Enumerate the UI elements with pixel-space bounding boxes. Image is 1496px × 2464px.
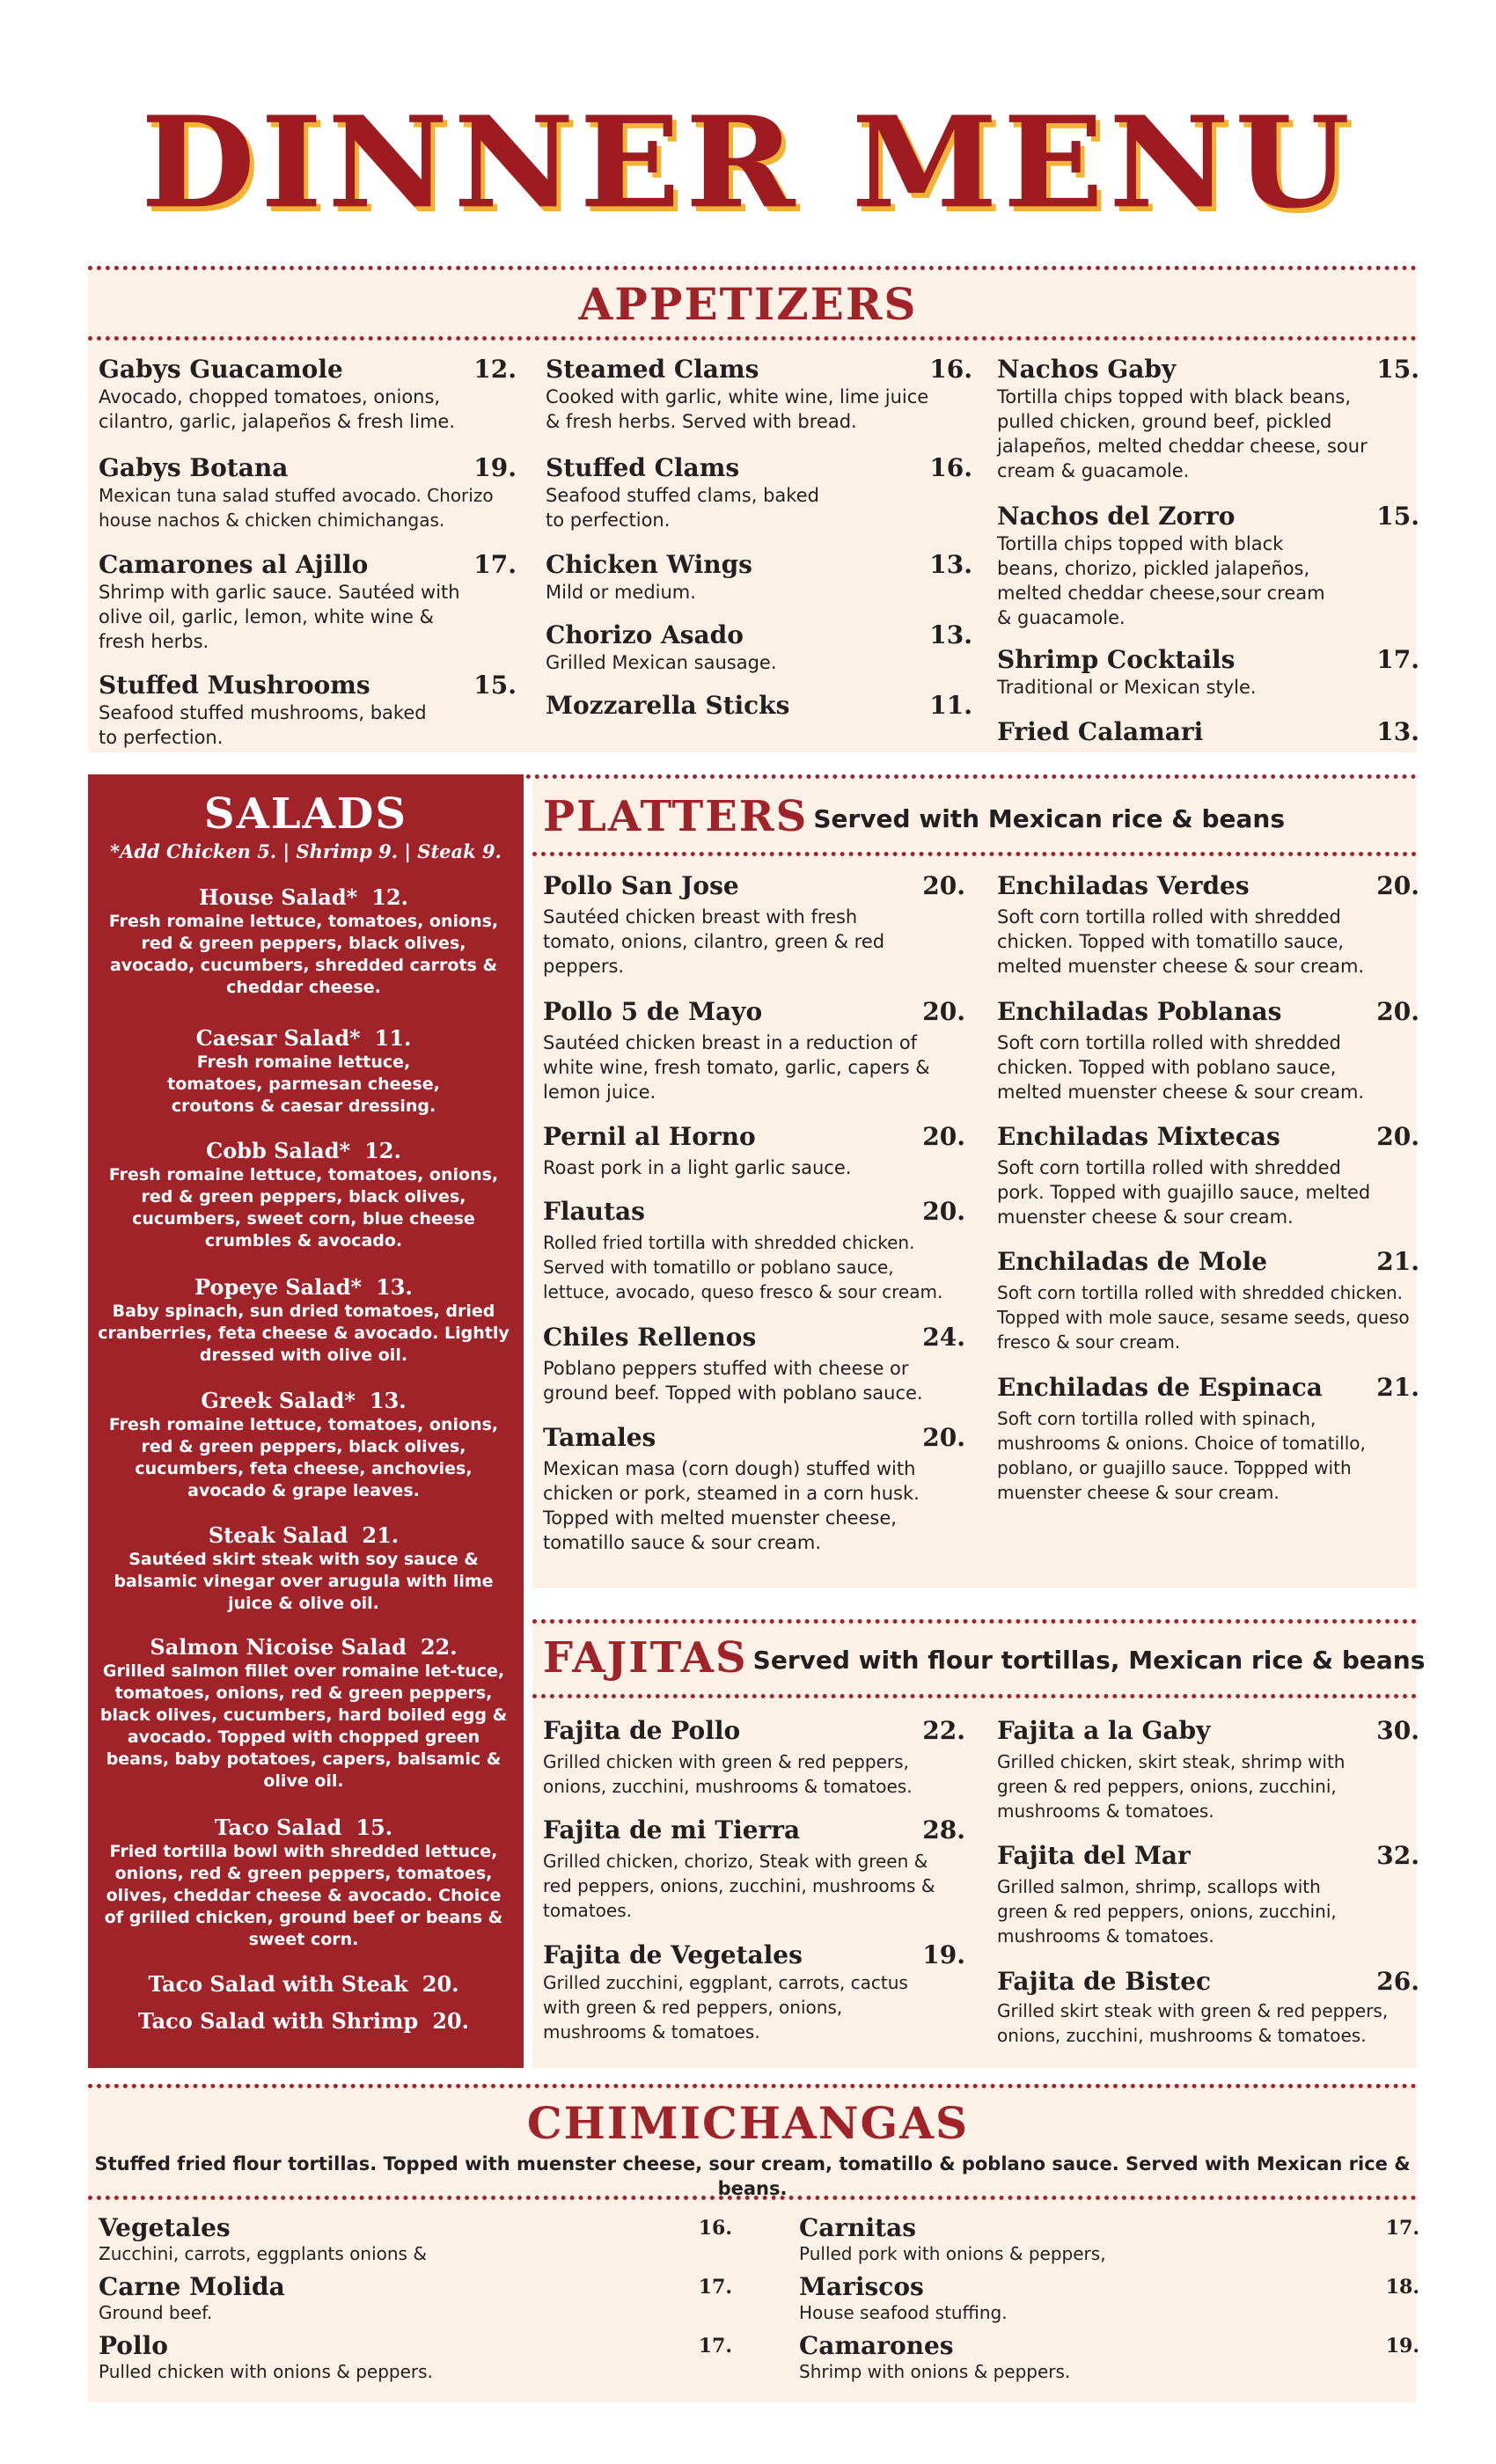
item-price: 20. (922, 1122, 965, 1151)
salad-item (97, 1522, 510, 1615)
item-price: 16. (929, 355, 972, 384)
menu-item (997, 1122, 1419, 1229)
salad-price: 21. (362, 1522, 400, 1548)
item-description: Rolled fried tortilla with shredded chicken. Served with tomatillo or poblano sauce, lettuce, avocado, queso fresco & sour cream. (543, 1232, 943, 1302)
menu-item (799, 2272, 1419, 2323)
salad-description: Fresh romaine lettuce, tomatoes, onions, red & green peppers, black olives, avocado, cucumbers, shredded carrots & cheddar cheese. (108, 912, 499, 997)
item-name: Fajita de Vegetales (543, 1940, 803, 1969)
item-description: Grilled zucchini, eggplant, carrots, cactus with green & red peppers, onions, mushrooms & tomatoes. (543, 1972, 908, 2042)
item-description: Cooked with garlic, white wine, lime juice & fresh herbs. Served with bread. (546, 386, 929, 432)
item-price: 20. (922, 1197, 965, 1226)
item-name: Chicken Wings (546, 550, 752, 579)
item-price: 20. (1376, 1122, 1419, 1151)
salad-description: Fried tortilla bowl with shredded lettuce, onions, red & green peppers, tomatoes, olives, cheddar cheese & avocado. Choice of grilled chicken, ground beef or beans & sweet corn. (104, 1842, 503, 1949)
item-name: Mariscos (799, 2272, 924, 2301)
item-description: Sautéed chicken breast in a reduction of white wine, fresh tomato, garlic, capers & lemon juice. (543, 1032, 930, 1103)
item-price: 15. (473, 671, 517, 700)
salad-item (97, 1815, 510, 1951)
item-name: Enchiladas Poblanas (997, 997, 1282, 1026)
item-name: Nachos Gaby (997, 355, 1177, 384)
salad-name: Taco Salad with Steak (148, 1971, 408, 1997)
item-name: Fried Calamari (997, 717, 1204, 746)
salad-item (97, 1274, 510, 1367)
item-price: 17. (473, 550, 517, 579)
item-name: Mozzarella Sticks (546, 691, 790, 720)
item-description: Seafood stuffed clams, baked to perfection. (546, 485, 819, 531)
item-name: Carne Molida (99, 2272, 285, 2301)
item-description: Soft corn tortilla rolled with shredded chicken. Topped with tomatillo sauce, melted muenster cheese & sour cream. (997, 906, 1365, 977)
item-description: Soft corn tortilla rolled with shredded pork. Topped with guajillo sauce, melted muenster cheese & sour cream. (997, 1157, 1371, 1228)
salad-price: 22. (420, 1634, 458, 1660)
item-name: Enchiladas Verdes (997, 871, 1250, 900)
item-name: Stuffed Mushrooms (99, 671, 370, 700)
menu-item (543, 1423, 965, 1555)
item-price: 22. (922, 1716, 965, 1745)
item-name: Shrimp Cocktails (997, 645, 1236, 674)
salad-description: Sautéed skirt steak with soy sauce & balsamic vinegar over arugula with lime juice & olive oil. (114, 1550, 494, 1613)
item-description: Avocado, chopped tomatoes, onions, cilantro, garlic, jalapeños & fresh lime. (99, 386, 456, 432)
item-price: 16. (929, 453, 972, 482)
item-price: 20. (1376, 871, 1419, 900)
item-description: Soft corn tortilla rolled with spinach, mushrooms & onions. Choice of tomatillo, poblano, or guajillo sauce. Toppped with muenster cheese & sour cream. (997, 1408, 1366, 1503)
item-price: 16. (698, 2217, 732, 2240)
salad-item (97, 1138, 510, 1252)
item-price: 17. (1385, 2217, 1419, 2240)
appetizers-heading: APPETIZERS (578, 278, 918, 330)
salad-item (97, 884, 510, 999)
divider (88, 266, 1417, 270)
item-description: Grilled chicken with green & red peppers, onions, zucchini, mushrooms & tomatoes. (543, 1751, 913, 1797)
item-description: Mexican masa (corn dough) stuffed with chicken or pork, steamed in a corn husk. Topped with melted muenster cheese, tomatillo sauce & sour cream. (543, 1458, 920, 1553)
menu-item (543, 1815, 965, 1923)
salad-item (97, 1025, 510, 1118)
menu-item (543, 1716, 965, 1799)
item-price: 13. (929, 550, 972, 579)
salad-name: Popeye Salad* (194, 1274, 363, 1300)
menu-item (99, 550, 517, 654)
item-name: Chorizo Asado (546, 620, 744, 649)
menu-item (99, 2213, 732, 2264)
item-price: 15. (1376, 355, 1419, 384)
item-price: 17. (698, 2276, 732, 2299)
item-description: Tortilla chips topped with black beans, pulled chicken, ground beef, pickled jalapeños, melted cheddar cheese, sour cream & guacamole. (997, 386, 1368, 481)
item-name: Pollo (99, 2331, 168, 2360)
item-price: 32. (1376, 1841, 1419, 1870)
item-name: Fajita del Mar (997, 1841, 1191, 1870)
item-name: Nachos del Zorro (997, 502, 1236, 531)
item-description: Grilled chicken, chorizo, Steak with green & red peppers, onions, zucchini, mushrooms & tomatoes. (543, 1851, 935, 1921)
item-name: Pollo 5 de Mayo (543, 997, 763, 1026)
item-price: 24. (922, 1323, 965, 1352)
item-description: Seafood stuffed mushrooms, baked to perfection. (99, 702, 427, 748)
menu-item (543, 1197, 965, 1304)
salad-name: Taco Salad (214, 1815, 342, 1840)
divider (88, 2196, 1417, 2200)
item-price: 28. (922, 1815, 965, 1844)
item-name: Fajita de Pollo (543, 1716, 741, 1745)
fajitas-title: FAJITAS (543, 1633, 748, 1683)
item-description: Grilled chicken, skirt steak, shrimp with green & red peppers, onions, zucchini, mushrooms & tomatoes. (997, 1751, 1346, 1822)
menu-item (543, 1323, 965, 1405)
salad-price: 11. (374, 1025, 412, 1051)
item-price: 21. (1376, 1373, 1419, 1402)
item-price: 20. (922, 871, 965, 900)
item-description: Soft corn tortilla rolled with shredded chicken. Topped with mole sauce, sesame seeds, queso fresco & sour cream. (997, 1282, 1410, 1353)
item-description: House seafood stuffing. (799, 2302, 1008, 2323)
item-name: Pernil al Horno (543, 1122, 756, 1151)
item-price: 11. (929, 691, 972, 720)
menu-item (997, 645, 1419, 700)
item-description: Grilled skirt steak with green & red peppers, onions, zucchini, mushrooms & tomatoes. (997, 2000, 1389, 2046)
item-description: Shrimp with garlic sauce. Sautéed with olive oil, garlic, lemon, white wine & fresh herbs. (99, 582, 460, 652)
item-name: Camarones (799, 2331, 954, 2360)
item-price: 20. (922, 997, 965, 1026)
item-name: Fajita de mi Tierra (543, 1815, 801, 1844)
item-price: 26. (1376, 1967, 1419, 1996)
menu-item (997, 871, 1419, 979)
item-description: Traditional or Mexican style. (997, 677, 1257, 698)
menu-item (997, 717, 1419, 747)
salad-name: Greek Salad* (201, 1388, 356, 1413)
item-description: Shrimp with onions & peppers. (799, 2361, 1071, 2382)
chimichangas-subtitle: Stuffed fried flour tortillas. Topped with muenster cheese, sour cream, tomatillo & poblano sauce. Served with Mexican rice & beans. (94, 2153, 1411, 2199)
item-price: 20. (922, 1423, 965, 1452)
item-description: Ground beef. (99, 2302, 213, 2323)
item-price: 30. (1376, 1716, 1419, 1745)
item-name: Gabys Botana (99, 453, 289, 482)
platters-heading (543, 792, 1285, 844)
item-price: 13. (1376, 717, 1419, 746)
chimichangas-heading: CHIMICHANGAS (526, 2097, 970, 2149)
platters-subtitle: Served with Mexican rice & beans (813, 804, 1285, 833)
divider (532, 1619, 1417, 1624)
item-description: Grilled salmon, shrimp, scallops with green & red peppers, onions, zucchini, mushrooms & tomatoes. (997, 1876, 1337, 1947)
menu-item (99, 453, 517, 532)
menu-item (997, 1247, 1419, 1354)
item-description: Sautéed chicken breast with fresh tomato, onions, cilantro, green & red peppers. (543, 906, 885, 977)
menu-item (997, 1967, 1419, 2048)
item-description: Pulled pork with onions & peppers, (799, 2243, 1106, 2264)
item-name: Chiles Rellenos (543, 1323, 757, 1352)
item-name: Gabys Guacamole (99, 355, 343, 384)
menu-item (997, 1841, 1419, 1948)
menu-item (99, 355, 517, 434)
menu-item (546, 691, 972, 721)
item-name: Stuffed Clams (546, 453, 740, 482)
item-name: Enchiladas Mixtecas (997, 1122, 1280, 1151)
item-description: Mild or medium. (546, 582, 696, 603)
menu-item (543, 1122, 965, 1180)
item-name: Fajita de Bistec (997, 1967, 1212, 1996)
menu-item (546, 355, 972, 434)
item-name: Pollo San Jose (543, 871, 739, 900)
menu-item (997, 502, 1419, 630)
item-name: Flautas (543, 1197, 645, 1226)
salad-description: Fresh romaine lettuce, tomatoes, parmesan cheese, croutons & caesar dressing. (167, 1052, 440, 1116)
salad-name: Taco Salad with Shrimp (138, 2008, 419, 2034)
item-price: 19. (1385, 2335, 1419, 2358)
item-price: 21. (1376, 1247, 1419, 1276)
item-description: Poblano peppers stuffed with cheese or ground beef. Topped with poblano sauce. (543, 1358, 923, 1404)
divider (532, 1694, 1417, 1698)
item-name: Carnitas (799, 2213, 917, 2242)
menu-item (997, 355, 1419, 483)
menu-item (997, 1373, 1419, 1505)
item-price: 15. (1376, 502, 1419, 531)
fajitas-heading (543, 1633, 1425, 1685)
item-description: Mexican tuna salad stuffed avocado. Chorizo house nachos & chicken chimichangas. (99, 485, 494, 531)
item-price: 20. (1376, 997, 1419, 1026)
menu-item (997, 997, 1419, 1104)
item-price: 18. (1385, 2276, 1419, 2299)
salad-name: Salmon Nicoise Salad (150, 1634, 407, 1660)
item-price: 17. (698, 2335, 732, 2358)
item-description: Zucchini, carrots, eggplants onions & (99, 2243, 427, 2264)
salad-price: 13. (369, 1388, 407, 1413)
salad-name: House Salad* (199, 884, 358, 910)
salad-item (97, 1634, 510, 1793)
salad-price: 15. (356, 1815, 393, 1840)
menu-item (99, 2272, 732, 2323)
menu-item (546, 453, 972, 532)
item-description: Soft corn tortilla rolled with shredded chicken. Topped with poblano sauce, melted muenster cheese & sour cream. (997, 1032, 1365, 1103)
salad-description: Fresh romaine lettuce, tomatoes, onions, red & green peppers, black olives, cucumbers, sweet corn, blue cheese crumbles & avocado. (108, 1165, 499, 1250)
salad-price: 12. (364, 1138, 401, 1163)
fajitas-subtitle: Served with flour tortillas, Mexican rice & beans (752, 1646, 1426, 1675)
menu-item (799, 2331, 1419, 2382)
salad-description: Grilled salmon fillet over romaine let-tuce, tomatoes, onions, red & green peppers, black olives, cucumbers, hard boiled egg & avocado. Topped with chopped green beans, baby potatoes, capers, balsamic & olive oil. (99, 1661, 508, 1791)
salad-price: 20. (432, 2008, 469, 2034)
page-title: DINNER MENU (141, 89, 1355, 237)
item-name: Enchiladas de Mole (997, 1247, 1268, 1276)
salad-name: Cobb Salad* (206, 1138, 351, 1163)
platters-title: PLATTERS (543, 792, 809, 841)
menu-item (546, 620, 972, 675)
item-name: Steamed Clams (546, 355, 759, 384)
menu-item (543, 871, 965, 979)
salads-add-on-note: *Add Chicken 5. | Shrimp 9. | Steak 9. (110, 840, 502, 862)
salad-description: Baby spinach, sun dried tomatoes, dried cranberries, feta cheese & avocado. Lightly dressed with olive oil. (98, 1302, 510, 1365)
item-name: Enchiladas de Espinaca (997, 1373, 1323, 1402)
item-price: 17. (1376, 645, 1419, 674)
salad-name: Caesar Salad* (195, 1025, 361, 1051)
salad-price: 20. (422, 1971, 459, 1997)
menu-item (543, 1940, 965, 2044)
menu-item (799, 2213, 1419, 2264)
item-price: 19. (473, 453, 517, 482)
divider (88, 336, 1417, 341)
item-description: Grilled Mexican sausage. (546, 652, 777, 673)
divider (88, 2084, 1417, 2088)
item-price: 13. (929, 620, 972, 649)
salad-price: 12. (371, 884, 408, 910)
salad-item (97, 1388, 510, 1502)
salad-name: Steak Salad (208, 1522, 348, 1548)
menu-item (99, 671, 517, 750)
item-description: Tortilla chips topped with black beans, chorizo, pickled jalapeños, melted cheddar cheese,sour cream & guacamole. (997, 533, 1325, 628)
salad-description: Fresh romaine lettuce, tomatoes, onions, red & green peppers, black olives, cucumbers, feta cheese, anchovies, avocado & grape leaves. (108, 1415, 499, 1500)
salad-item (97, 1971, 510, 1998)
item-price: 19. (922, 1940, 965, 1969)
menu-item (99, 2331, 732, 2382)
item-name: Vegetales (99, 2213, 231, 2242)
divider (532, 852, 1417, 856)
menu-item (546, 550, 972, 605)
item-description: Roast pork in a light garlic sauce. (543, 1157, 852, 1178)
menu-item (543, 997, 965, 1104)
salads-heading: SALADS (203, 789, 408, 839)
item-price: 12. (473, 355, 517, 384)
item-name: Tamales (543, 1423, 656, 1452)
item-description: Pulled chicken with onions & peppers. (99, 2361, 433, 2382)
salad-item (97, 2008, 510, 2035)
item-name: Fajita a la Gaby (997, 1716, 1211, 1745)
item-name: Camarones al Ajillo (99, 550, 369, 579)
salad-price: 13. (376, 1274, 413, 1300)
menu-item (997, 1716, 1419, 1823)
